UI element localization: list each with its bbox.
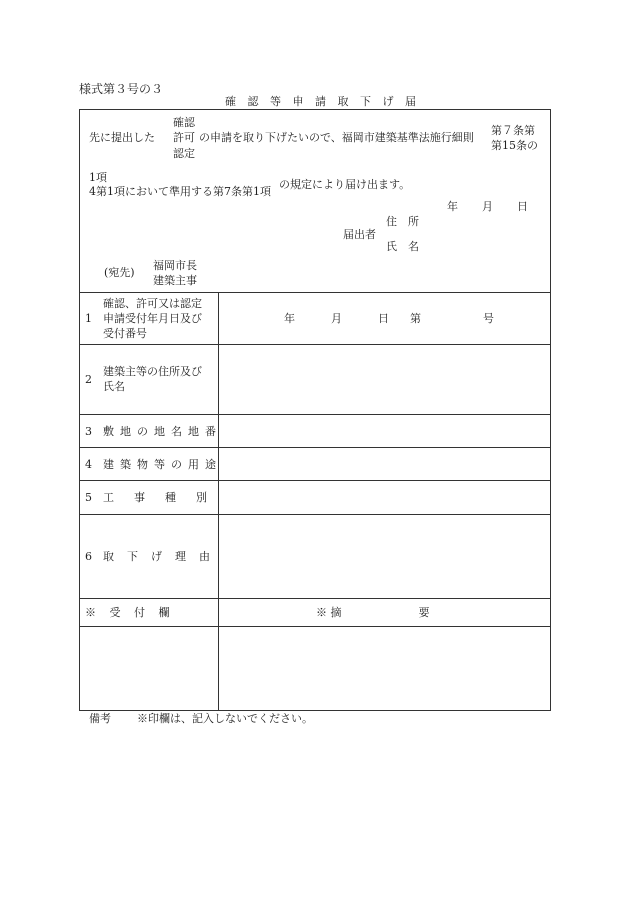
row1-month-label: 月 <box>331 312 342 325</box>
form-table <box>79 109 551 711</box>
addressee-building-official: 建築主事 <box>153 274 197 287</box>
form-number: 様式第３号の３ <box>79 82 164 96</box>
row-label: 建築物等の用途 <box>103 458 222 471</box>
row-label-line: 確認、許可又は認定 <box>103 297 202 310</box>
row1-year-label: 年 <box>284 312 295 325</box>
row-label-line: 受付番号 <box>103 327 147 340</box>
header-text-after: の申請を取り下げたいので、福岡市建築基準法施行細則 <box>199 131 474 144</box>
summary-column-header: ※ 摘 要 <box>316 606 430 619</box>
row-divider <box>79 626 551 627</box>
item-option-a: 1項 <box>89 171 107 184</box>
option-kyoka: 許可 <box>173 131 195 144</box>
row-label-line: 氏名 <box>103 380 125 393</box>
row-divider <box>79 598 551 599</box>
row-divider <box>79 414 551 415</box>
notifier-label: 届出者 <box>343 228 376 241</box>
remark-label: 備考 <box>89 712 111 725</box>
remark-text: ※印欄は、記入しないでください。 <box>137 712 313 725</box>
date-day-label: 日 <box>517 200 528 213</box>
addressee-mayor: 福岡市長 <box>153 259 197 272</box>
row-divider <box>79 447 551 448</box>
row-label-line: 建築主等の住所及び <box>103 365 202 378</box>
article-option-a: 第７条第 <box>491 124 535 137</box>
reception-column-header: ※ 受 付 欄 <box>85 606 175 619</box>
article-option-b: 第15条の <box>491 139 538 152</box>
row-number: 3 <box>85 425 92 438</box>
option-kakunin: 確認 <box>173 116 195 129</box>
row-label: 敷地の地名地番 <box>103 425 222 438</box>
row-label: 工事種別 <box>103 491 227 504</box>
header-text-before: 先に提出した <box>89 131 155 144</box>
row-number: 1 <box>85 312 92 325</box>
form-title: 確 認 等 申 請 取 下 げ 届 <box>225 95 420 108</box>
row-divider <box>79 480 551 481</box>
row1-go-label: 号 <box>483 312 494 325</box>
option-nintei: 認定 <box>173 147 195 160</box>
row-label-line: 申請受付年月日及び <box>103 312 202 325</box>
row-divider <box>79 344 551 345</box>
row-number: 5 <box>85 491 92 504</box>
date-month-label: 月 <box>482 200 493 213</box>
name-label: 氏 名 <box>386 240 419 253</box>
row1-dai-label: 第 <box>410 312 421 325</box>
row-divider <box>79 514 551 515</box>
row-label: 取下げ理由 <box>103 550 223 563</box>
row-divider <box>79 292 551 293</box>
row-number: 4 <box>85 458 92 471</box>
date-year-label: 年 <box>447 200 458 213</box>
row-number: 6 <box>85 550 92 563</box>
header-text-end: の規定により届け出ます。 <box>279 178 411 191</box>
item-option-b: 4第1項において準用する第7条第1項 <box>89 185 271 198</box>
row-number: 2 <box>85 373 92 386</box>
address-label: 住 所 <box>386 215 419 228</box>
row1-day-label: 日 <box>378 312 389 325</box>
addressee-label: (宛先) <box>104 266 135 279</box>
